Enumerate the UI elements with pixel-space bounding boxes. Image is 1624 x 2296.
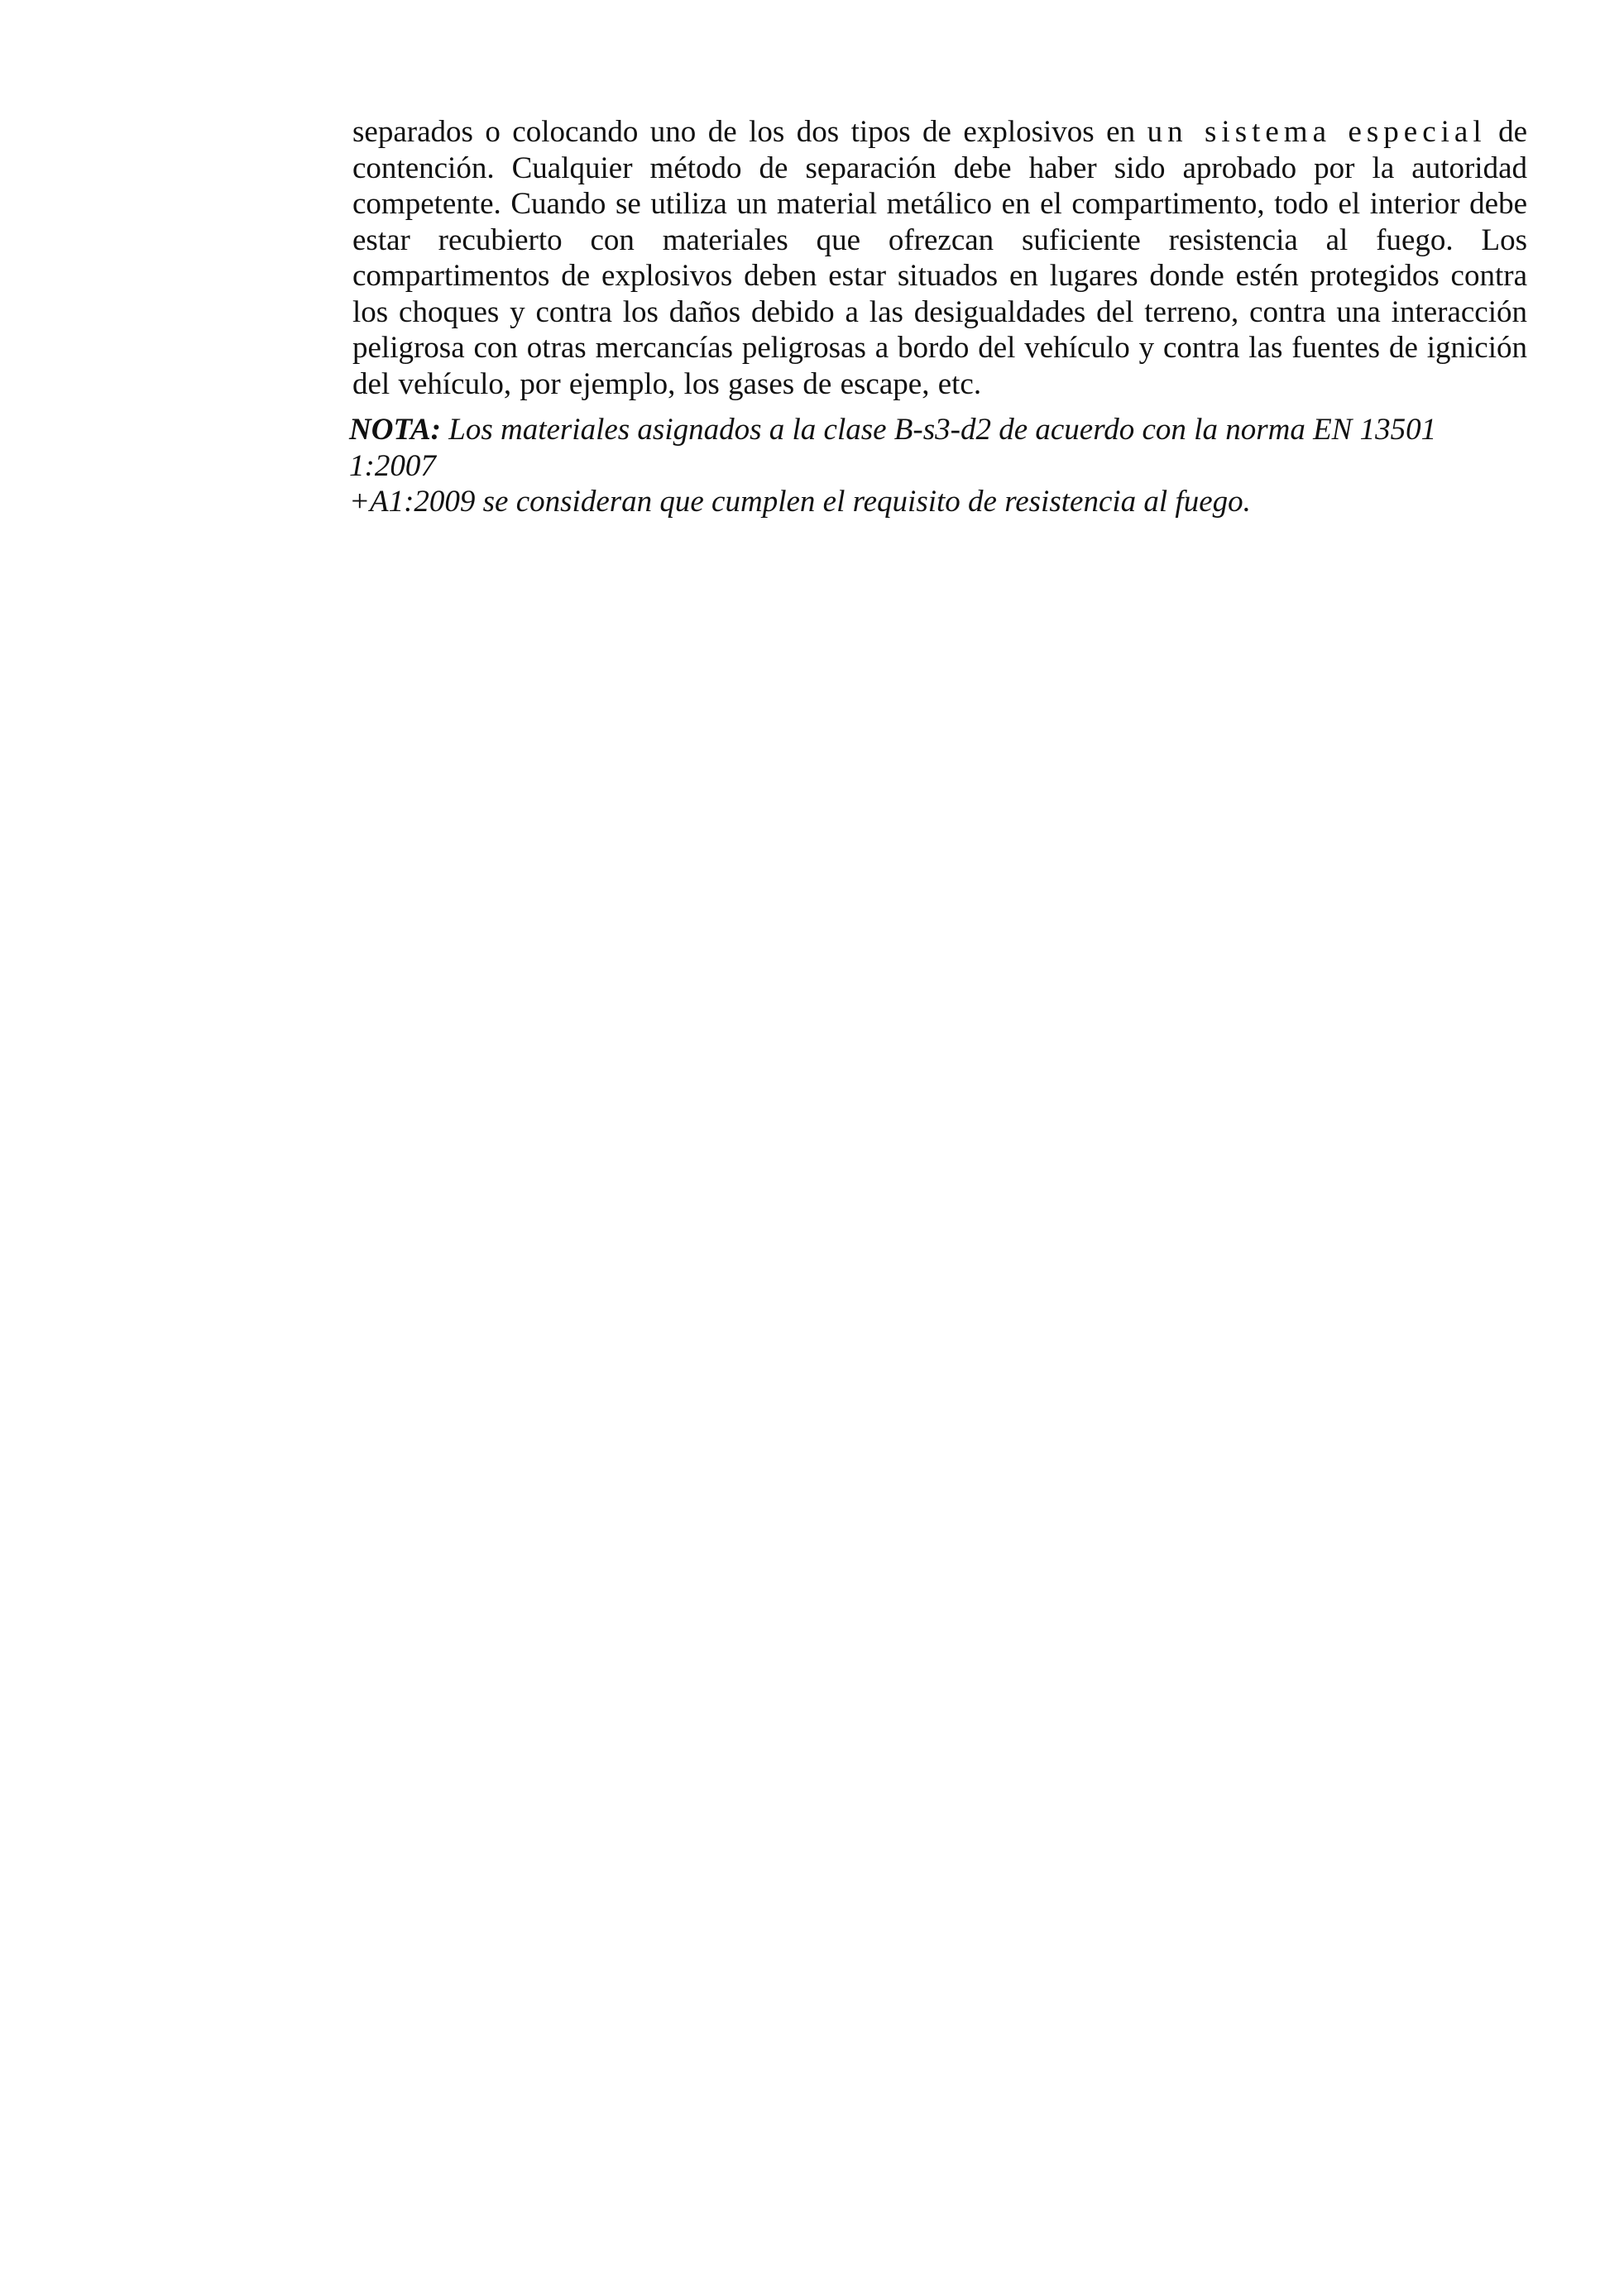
- note-paragraph: [349, 412, 1527, 520]
- paragraph-spaced-text: un sistema especial: [1147, 115, 1487, 149]
- note-text-line-2: +A1:2009 se consideran que cumplen el requisito de resistencia al fuego.: [349, 485, 1251, 519]
- body-paragraph: [352, 114, 1527, 402]
- paragraph-text-end: de contención. Cualquier método de separación debe haber sido aprobado por la autoridad competente. Cuando se utiliza un material metálico en el compartimento, todo el interior debe estar recubierto con materiales que ofrezcan suficiente resistencia al fuego. Los compartimentos de explosivos deben estar situados en lugares donde estén protegidos contra los choques y contra los daños debido a las desigualdades del terreno, contra una interacción peligrosa con otras mercancías peligrosas a bordo del vehículo y contra las fuentes de ignición del vehículo, por ejemplo, los gases de escape, etc.: [352, 115, 1528, 401]
- note-text-line-1: Los materiales asignados a la clase B-s3-d2 de acuerdo con la norma EN 13501 1:2007: [349, 413, 1437, 483]
- text-content: [349, 114, 1528, 520]
- note-label: NOTA:: [349, 413, 441, 447]
- paragraph-text-start: separados o colocando uno de los dos tipos de explosivos en: [352, 115, 1136, 149]
